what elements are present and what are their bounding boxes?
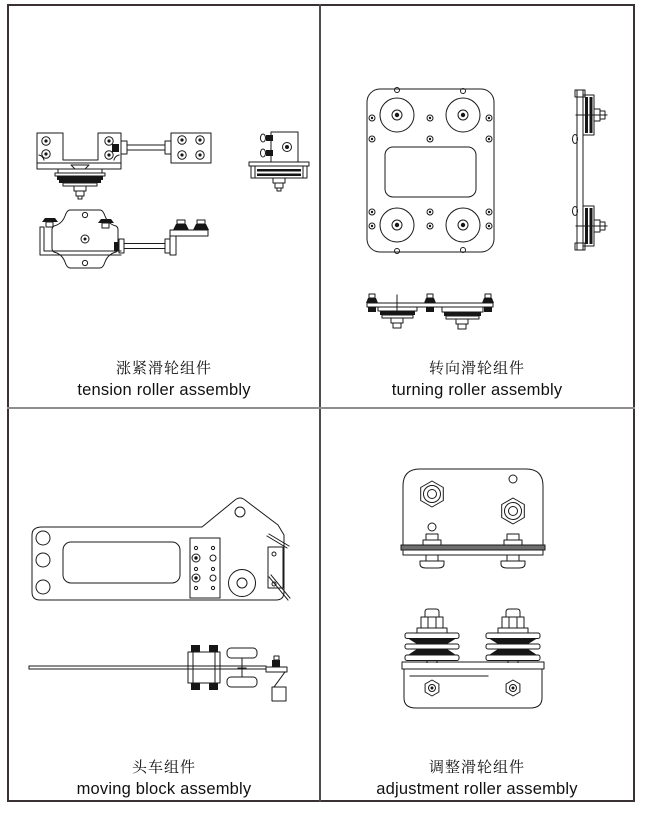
adjustment-front-view — [401, 469, 545, 568]
turning-roller-label-en: turning roller assembly — [391, 381, 563, 399]
adjustment-roller-view — [402, 609, 544, 708]
adjustment-roller-label-zh: 调整滑轮组件 — [428, 759, 525, 776]
turning-bottom-view — [366, 294, 494, 329]
quadrant-moving-block — [8, 408, 320, 801]
adjustment-roller-label — [320, 757, 634, 800]
tension-side-view — [249, 132, 309, 191]
moving-block-label-zh: 头车组件 — [131, 759, 196, 776]
turning-roller-assembly-drawing — [320, 5, 634, 355]
tension-roller-label-en: tension roller assembly — [77, 381, 251, 399]
moving-block-label-en: moving block assembly — [76, 780, 252, 798]
adjustment-roller-label-en: adjustment roller assembly — [376, 780, 578, 798]
turning-roller-label — [320, 358, 634, 401]
moving-block-assembly-drawing — [8, 408, 320, 758]
turning-front-view — [367, 88, 494, 254]
moving-block-top-view — [32, 498, 290, 600]
tension-roller-assembly-drawing — [8, 5, 320, 355]
quadrant-adjustment-roller — [320, 408, 634, 801]
quadrant-tension-roller — [8, 5, 320, 407]
moving-block-label — [8, 757, 320, 800]
tension-roller-label — [8, 358, 320, 401]
tension-bottom-view — [40, 210, 209, 268]
tension-front-view — [37, 133, 211, 199]
quadrant-turning-roller — [320, 5, 634, 407]
turning-roller-label-zh: 转向滑轮组件 — [428, 360, 525, 377]
turning-side-view — [573, 90, 608, 250]
moving-block-side-view — [29, 645, 287, 701]
adjustment-roller-assembly-drawing — [320, 408, 634, 758]
tension-roller-label-zh: 涨紧滑轮组件 — [115, 360, 212, 377]
